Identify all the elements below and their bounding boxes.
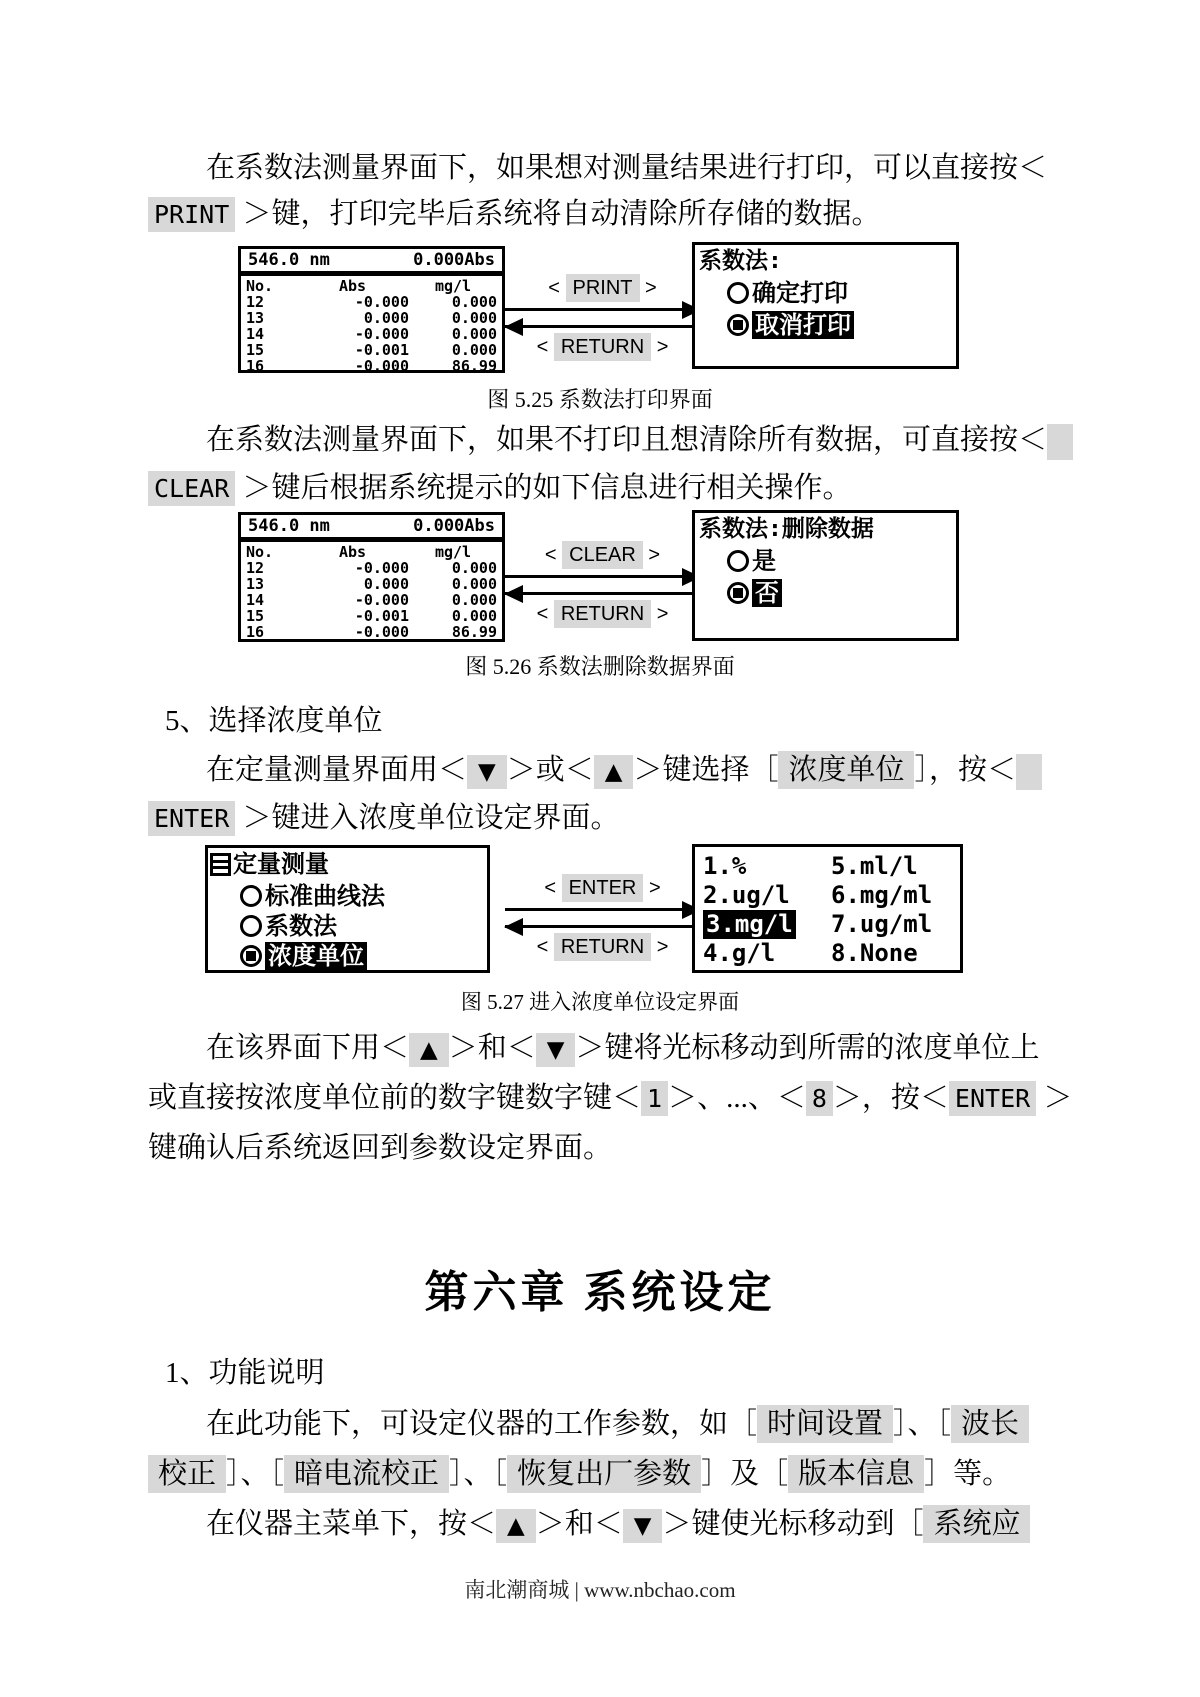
dialog-title: 系数法:删除数据 xyxy=(699,516,874,542)
key-up-arrow: ▲ xyxy=(594,755,634,789)
page-footer xyxy=(0,1574,1200,1604)
absorbance-readout: 0.000Abs xyxy=(413,516,495,536)
col-unit: mg/l xyxy=(434,277,472,295)
key-down-arrow: ▼ xyxy=(623,1509,663,1543)
wavelength-readout: 546.0 nm xyxy=(248,250,330,270)
option-cancel-print xyxy=(727,311,956,339)
option-standard-curve xyxy=(240,882,487,910)
option-confirm-print xyxy=(727,279,956,307)
menu-title-row xyxy=(208,848,487,880)
option-label: 标准曲线法 xyxy=(265,882,385,910)
key-label-enter: < ENTER > xyxy=(544,877,660,900)
radio-unselected-icon xyxy=(727,550,749,572)
footer-link[interactable]: 南北潮商城 | www.nbchao.com xyxy=(464,1578,736,1602)
radio-selected-icon xyxy=(727,314,749,336)
radio-unselected-icon xyxy=(240,885,262,907)
col-abs: Abs xyxy=(338,543,367,561)
arrow-right-icon xyxy=(505,308,700,311)
option-yes xyxy=(727,547,956,575)
menu-icon xyxy=(210,853,231,876)
figure-caption: 图 5.26 系数法删除数据界面 xyxy=(465,654,735,679)
paragraph-line: 在该界面下用＜ ▲ ＞和＜ ▼ ＞键将光标移动到所需的浓度单位上 xyxy=(148,1028,1039,1070)
option-label: 浓度单位 xyxy=(265,942,367,970)
key-label-print: < PRINT > xyxy=(548,277,657,300)
arrow-right-icon xyxy=(505,575,700,578)
option-label: 取消打印 xyxy=(752,311,854,339)
option-label: 是 xyxy=(752,547,776,575)
key-label-return: < RETURN > xyxy=(537,603,669,626)
menu-item-factory-reset: 恢复出厂参数 xyxy=(507,1455,701,1493)
arrow-left-icon xyxy=(505,592,700,595)
paragraph-line: 键确认后系统返回到参数设定界面。 xyxy=(148,1132,613,1164)
key-return: RETURN xyxy=(554,600,651,628)
highlight-fragment xyxy=(1016,754,1042,790)
measurement-table xyxy=(241,542,502,640)
key-up-arrow: ▲ xyxy=(496,1509,536,1543)
highlight-fragment xyxy=(1047,424,1073,460)
paragraph-line: 或直接按浓度单位前的数字键数字键＜ 1 ＞、...、＜ 8 ＞，按＜ ENTER ＞ xyxy=(148,1082,1073,1114)
radio-selected-icon xyxy=(727,582,749,604)
arrow-left-icon xyxy=(505,925,700,928)
col-no: No. xyxy=(246,543,274,561)
unit-item: 4.g/l xyxy=(703,939,776,967)
dialog-title: 系数法: xyxy=(699,248,782,274)
table-row: 15 -0.001 0.000 xyxy=(246,607,497,625)
key-clear: CLEAR xyxy=(562,541,643,569)
paragraph-line: 在此功能下，可设定仪器的工作参数，如［ 时间设置 ］、［ 波长 xyxy=(148,1404,1029,1444)
table-row: 14 -0.000 0.000 xyxy=(246,325,497,343)
lcd-delete-dialog xyxy=(692,510,959,641)
arrow-right-icon xyxy=(505,908,700,911)
lcd-print-dialog xyxy=(692,242,959,369)
paragraph-line xyxy=(148,148,1047,188)
option-label: 系数法 xyxy=(265,912,337,940)
body-text: ＞键，打印完毕后系统将自动清除所存储的数据。 xyxy=(235,198,881,230)
key-return: RETURN xyxy=(554,933,651,961)
unit-item: 2.ug/l xyxy=(703,881,790,909)
key-print: PRINT xyxy=(566,274,640,302)
menu-item-dark-current: 暗电流校正 xyxy=(284,1455,449,1493)
menu-item-time-setting: 时间设置 xyxy=(757,1405,893,1443)
section-heading: 1、功能说明 xyxy=(165,1357,325,1389)
measurement-table xyxy=(241,276,502,374)
option-label: 否 xyxy=(752,579,782,607)
option-no xyxy=(727,579,956,607)
lcd-measurement-screen xyxy=(238,246,505,373)
transition-arrows xyxy=(505,876,700,960)
unit-item: 6.mg/ml xyxy=(831,881,933,909)
body-text: ＞键后根据系统提示的如下信息进行相关操作。 xyxy=(235,472,852,504)
table-row: 13 0.000 0.000 xyxy=(246,309,497,327)
menu-title: 定量测量 xyxy=(233,850,329,878)
table-row: 12 -0.000 0.000 xyxy=(246,293,497,311)
key-clear: CLEAR xyxy=(148,471,235,506)
menu-item-calibration: 校正 xyxy=(148,1455,226,1493)
table-header-row xyxy=(246,544,497,560)
figure-caption: 图 5.27 进入浓度单位设定界面 xyxy=(460,990,740,1014)
paragraph-line: 校正 ］、［ 暗电流校正 ］、［ 恢复出厂参数 ］及［ 版本信息 ］等。 xyxy=(148,1454,1011,1494)
menu-item-wavelength: 波长 xyxy=(951,1405,1029,1443)
menu-item-concentration-unit: 浓度单位 xyxy=(778,751,914,789)
option-coefficient xyxy=(240,912,487,940)
radio-unselected-icon xyxy=(727,282,749,304)
key-enter: ENTER xyxy=(148,801,235,836)
key-label-clear: < CLEAR > xyxy=(545,544,660,567)
body-text: 在系数法测量界面下，如果想对测量结果进行打印，可以直接按＜ xyxy=(206,152,1048,184)
unit-item: 8.None xyxy=(831,939,918,967)
unit-item-selected: 3.mg/l xyxy=(703,910,796,939)
paragraph-line xyxy=(148,194,881,235)
key-down-arrow: ▼ xyxy=(536,1033,576,1067)
paragraph-line: 在定量测量界面用＜ ▼ ＞或＜ ▲ ＞键选择［ 浓度单位 ］，按＜ xyxy=(148,750,1042,792)
absorbance-readout: 0.000Abs xyxy=(413,250,495,270)
body-text: 在系数法测量界面下，如果不打印且想清除所有数据，可直接按＜ xyxy=(206,424,1048,456)
section-heading: 5、选择浓度单位 xyxy=(165,705,383,737)
transition-arrows xyxy=(505,276,700,360)
key-enter: ENTER xyxy=(562,874,644,902)
option-label: 确定打印 xyxy=(752,279,848,307)
arrow-left-icon xyxy=(505,325,700,328)
col-abs: Abs xyxy=(338,277,367,295)
lcd-measurement-screen xyxy=(238,512,505,642)
lcd-status-bar xyxy=(241,249,502,276)
radio-unselected-icon xyxy=(240,915,262,937)
col-no: No. xyxy=(246,277,274,295)
paragraph-line: ENTER ＞键进入浓度单位设定界面。 xyxy=(148,798,620,839)
key-enter: ENTER xyxy=(949,1081,1036,1116)
unit-item: 7.ug/ml xyxy=(831,910,933,938)
paragraph-line: 在仪器主菜单下，按＜ ▲ ＞和＜ ▼ ＞键使光标移动到［ 系统应 xyxy=(148,1504,1030,1546)
table-row: 13 0.000 0.000 xyxy=(246,575,497,593)
table-header-row xyxy=(246,278,497,294)
table-row: 16 -0.000 86.99 xyxy=(246,357,497,375)
unit-item: 5.ml/l xyxy=(831,852,918,880)
table-row: 15 -0.001 0.000 xyxy=(246,341,497,359)
radio-selected-icon xyxy=(240,945,262,967)
key-up-arrow: ▲ xyxy=(409,1033,449,1067)
wavelength-readout: 546.0 nm xyxy=(248,516,330,536)
transition-arrows xyxy=(505,543,700,627)
key-1: 1 xyxy=(641,1081,668,1116)
col-unit: mg/l xyxy=(434,543,472,561)
key-8: 8 xyxy=(806,1081,833,1116)
paragraph-line xyxy=(148,468,852,509)
unit-item: 1.% xyxy=(703,852,747,880)
key-print: PRINT xyxy=(148,197,235,232)
figure-caption: 图 5.25 系数法打印界面 xyxy=(487,387,713,412)
table-row: 14 -0.000 0.000 xyxy=(246,591,497,609)
chapter-title: 第六章 系统设定 xyxy=(424,1268,776,1317)
key-return: RETURN xyxy=(554,333,651,361)
option-concentration-unit xyxy=(240,942,487,970)
menu-item-version-info: 版本信息 xyxy=(788,1455,924,1493)
key-label-return: < RETURN > xyxy=(537,336,669,359)
lcd-unit-selection xyxy=(692,844,963,973)
key-label-return: < RETURN > xyxy=(537,936,669,959)
unit-grid xyxy=(695,847,960,970)
menu-item-system-partial: 系统应 xyxy=(923,1505,1030,1543)
key-down-arrow: ▼ xyxy=(467,755,507,789)
lcd-quantitative-menu xyxy=(205,845,490,973)
paragraph-line xyxy=(148,420,1073,460)
lcd-status-bar xyxy=(241,515,502,542)
table-row: 12 -0.000 0.000 xyxy=(246,559,497,577)
table-row: 16 -0.000 86.99 xyxy=(246,623,497,641)
